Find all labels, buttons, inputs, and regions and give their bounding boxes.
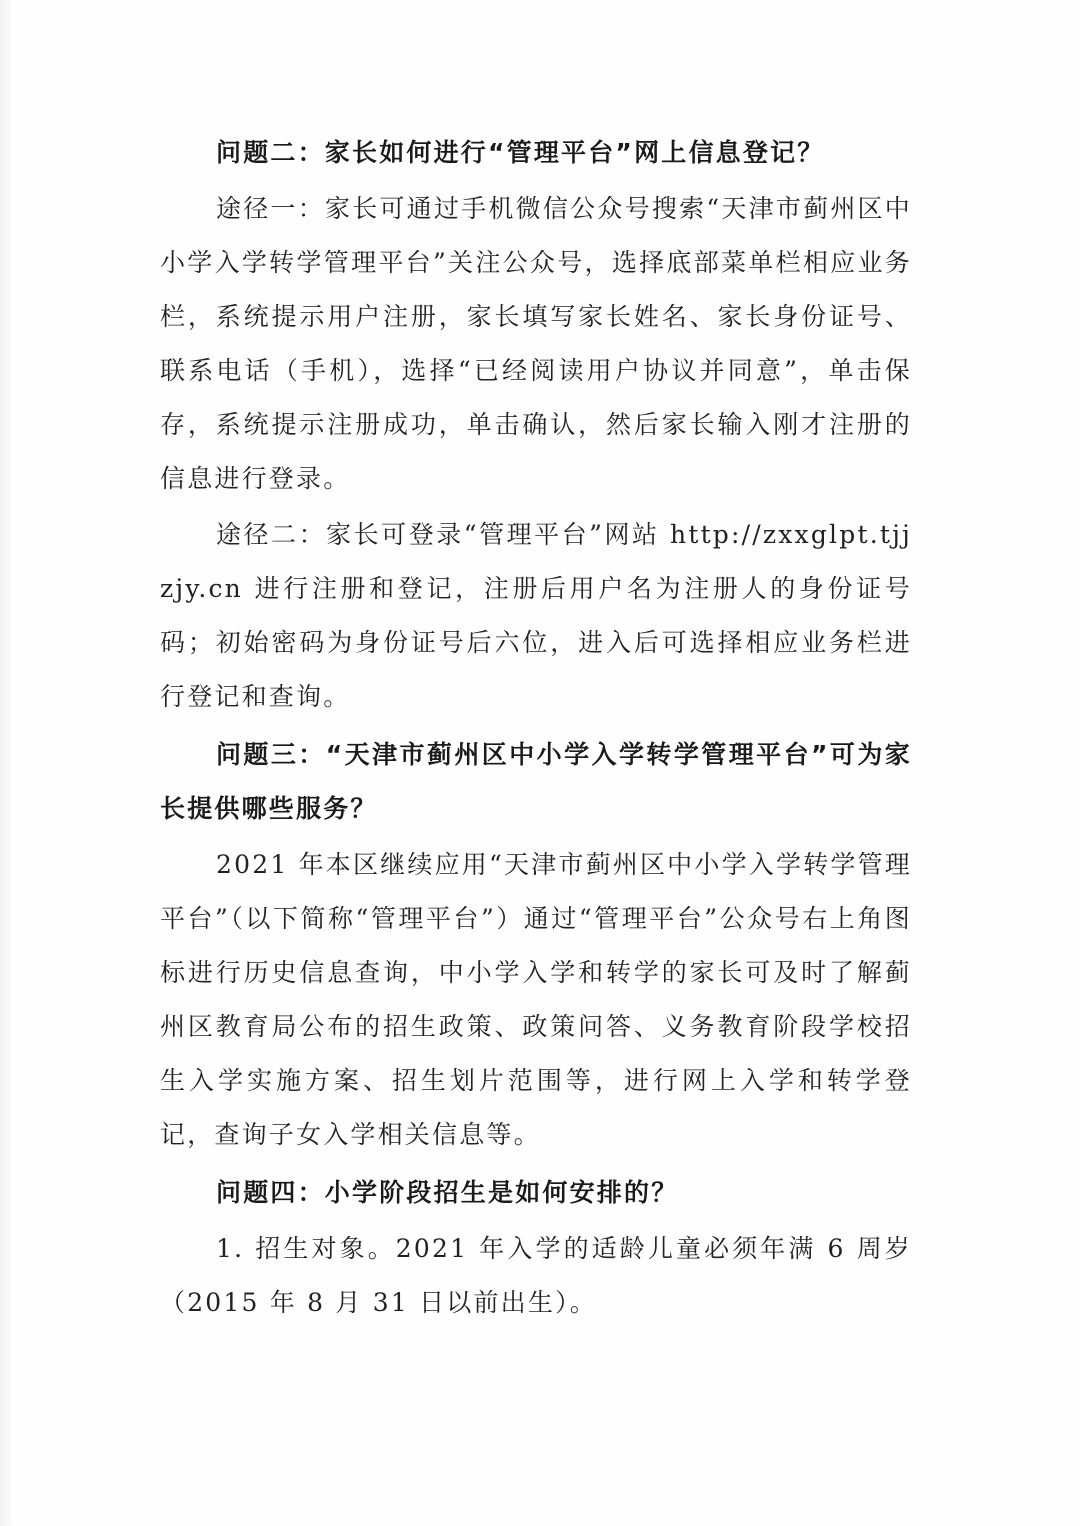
method-one-paragraph: 途径一：家长可通过手机微信公众号搜索“天津市蓟州区中小学入学转学管理平台”关注公众号，选择底部菜单栏相应业务栏，系统提示用户注册，家长填写家长姓名、家长身份证号、联系电话（手机），选择“已经阅读用户协议并同意”，单击保存，系统提示注册成功，单击确认，然后家长输入刚才注册的信息进行登录。 xyxy=(160,194,912,493)
enrollment-target-paragraph: 1. 招生对象。2021 年入学的适龄儿童必须年满 6 周岁（2015 年 8 月 31 日以前出生）。 xyxy=(160,1234,912,1317)
scan-edge-shadow xyxy=(0,0,14,1526)
method-two-paragraph: 途径二：家长可登录“管理平台”网站 http://zxxglpt.tjjzjy.cn 进行注册和登记，注册后用户名为注册人的身份证号码；初始密码为身份证号后六位，进入后可选择相应业务栏进行登记和查询。 xyxy=(160,520,912,711)
question-three-heading: 问题三：“天津市蓟州区中小学入学转学管理平台”可为家长提供哪些服务？ xyxy=(160,740,912,823)
platform-services-paragraph: 2021 年本区继续应用“天津市蓟州区中小学入学转学管理平台”（以下简称“管理平台”）通过“管理平台”公众号右上角图标进行历史信息查询，中小学入学和转学的家长可及时了解蓟州区教育局公布的招生政策、政策问答、义务教育阶段学校招生入学实施方案、招生划片范围等，进行网上入学和转学登记，查询子女入学相关信息等。 xyxy=(160,850,912,1149)
question-two-heading: 问题二：家长如何进行“管理平台”网上信息登记？ xyxy=(216,138,825,167)
document-body xyxy=(160,126,912,1330)
question-four-heading: 问题四：小学阶段招生是如何安排的？ xyxy=(216,1178,679,1207)
